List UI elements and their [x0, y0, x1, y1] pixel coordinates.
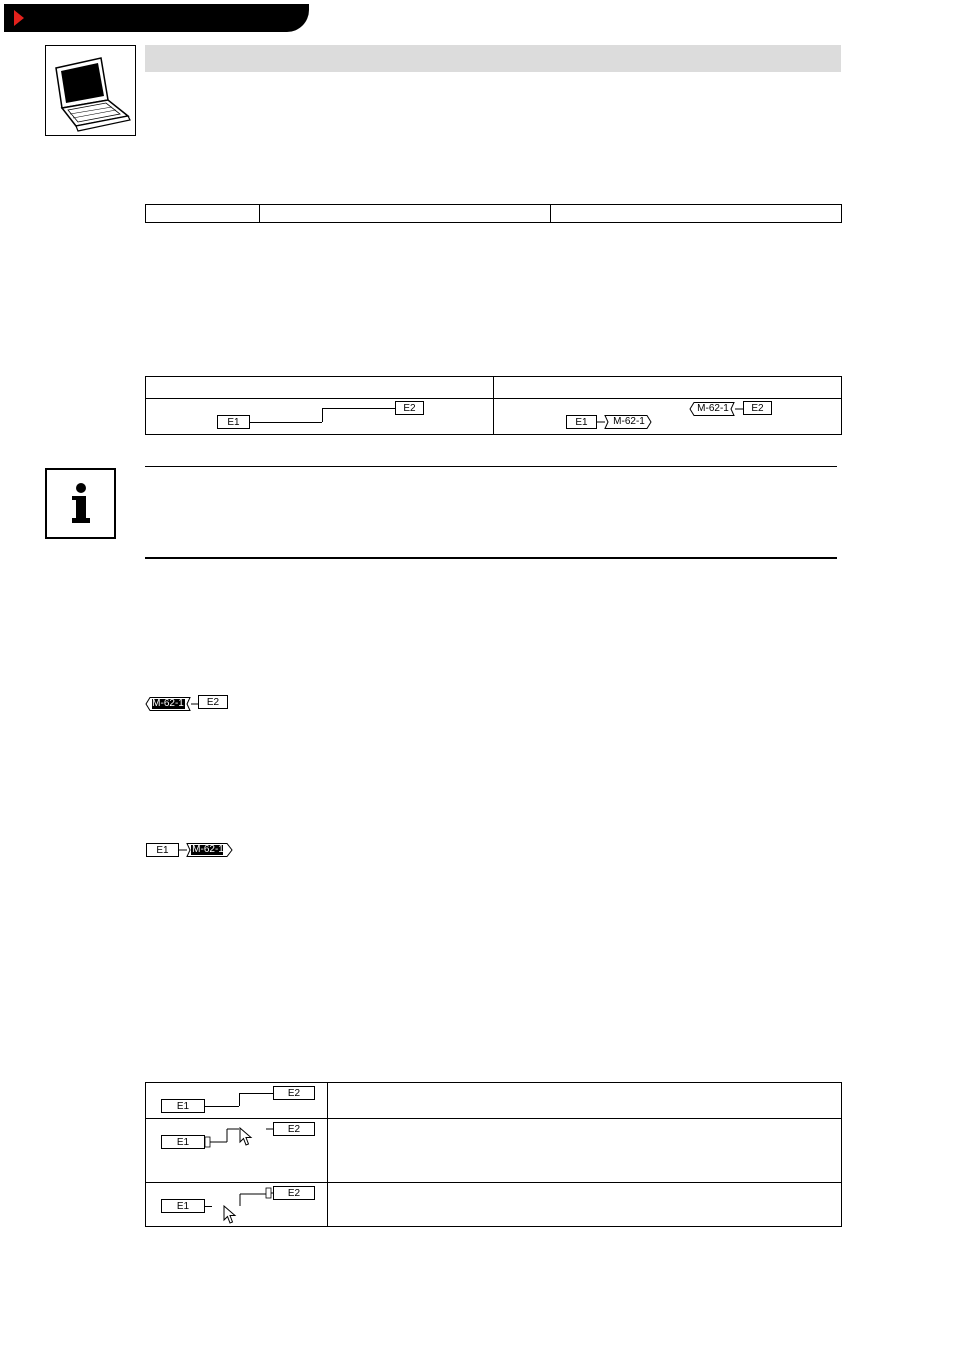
table-cell	[328, 1119, 842, 1183]
connection-line	[239, 1093, 273, 1094]
table-row	[146, 205, 842, 223]
info-icon	[47, 470, 114, 537]
laptop-icon-box	[45, 45, 136, 136]
block-e2: E2	[273, 1086, 315, 1100]
block-e1: E1	[217, 415, 250, 429]
info-icon-box	[45, 468, 116, 539]
table-row	[146, 377, 842, 399]
note-top-rule	[145, 466, 837, 467]
marker-output-highlight-label: M-62-1	[192, 844, 224, 855]
table-cell	[260, 205, 551, 223]
laptop-icon	[46, 46, 135, 135]
dragging-connection-line	[203, 1122, 273, 1152]
connection-line	[205, 1206, 212, 1207]
block-e1: E1	[161, 1199, 205, 1213]
header-bar	[4, 4, 309, 32]
parameter-table	[145, 204, 842, 223]
connection-line	[322, 408, 395, 409]
table-cell	[146, 399, 494, 435]
table-header-cell	[494, 377, 842, 399]
table-cell	[328, 1183, 842, 1227]
mouse-pointer-icon	[223, 1205, 237, 1225]
block-e2: E2	[273, 1122, 315, 1136]
table-cell	[551, 205, 842, 223]
connection-line	[239, 1093, 240, 1106]
table-cell	[494, 399, 842, 435]
table-row	[146, 1083, 842, 1119]
block-e2: E2	[198, 695, 228, 709]
block-e2: E2	[395, 401, 424, 415]
mouse-pointer-icon	[239, 1127, 253, 1147]
marker-input-highlight-label: M-62-1	[152, 698, 184, 709]
block-e2: E2	[273, 1186, 315, 1200]
block-e1: E1	[566, 415, 597, 429]
triangle-right-icon	[14, 10, 24, 26]
table-cell	[328, 1083, 842, 1119]
block-e1: E1	[161, 1099, 205, 1113]
marker-input-label: M-62-1	[697, 403, 729, 414]
marker-output-label: M-62-1	[613, 416, 645, 427]
block-e1: E1	[146, 843, 179, 857]
connection-line	[250, 422, 322, 423]
connection-line	[205, 1106, 239, 1107]
table-header-cell	[146, 377, 494, 399]
block-e2: E2	[743, 401, 772, 415]
connection-line	[322, 408, 323, 422]
block-e1: E1	[161, 1135, 205, 1149]
note-bottom-rule	[145, 557, 837, 559]
table-cell	[146, 205, 260, 223]
section-heading-bar	[145, 45, 841, 72]
